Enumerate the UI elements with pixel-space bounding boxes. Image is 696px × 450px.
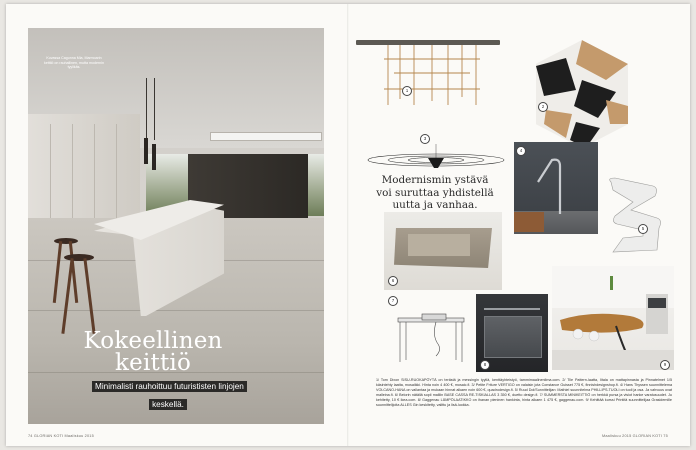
- item-number: 7: [388, 296, 398, 306]
- tap-spout: [534, 156, 574, 216]
- headline-line: Modernismin ystävä: [381, 174, 489, 186]
- drawer-front: [484, 316, 542, 358]
- article-deck: [92, 376, 244, 412]
- photo-credit: Kuvassa Cagunna Mia, Marmoarin keittiö on rauhallinen, mutta modernin tyylikäs.: [44, 56, 104, 70]
- kitchen-render: [552, 266, 674, 370]
- article-title: [42, 330, 264, 374]
- magazine-spread: [6, 4, 690, 446]
- futurist-kitchen-image: [552, 266, 674, 370]
- table-frame: [384, 45, 480, 105]
- item-number: 8: [480, 360, 490, 370]
- left-folio: 74 GLORIAN KOTI Maaliskuu 2015: [28, 434, 94, 438]
- floor-tile-line: [28, 310, 324, 311]
- pendant-wire: [154, 78, 155, 140]
- title-line: Kokeellinen: [83, 328, 223, 354]
- bar-stool-seat: [64, 254, 94, 261]
- item-number: 2: [538, 102, 548, 112]
- headline-line: voi suruttaa yhdistellä: [376, 186, 494, 199]
- item-number: 4: [516, 146, 526, 156]
- pendant-light: [144, 138, 148, 164]
- pendant-wire: [146, 78, 147, 140]
- item-number: 5: [638, 224, 648, 234]
- bar-stool-seat: [54, 238, 78, 244]
- skylight: [210, 132, 322, 141]
- mini-kitchen-image: [392, 300, 470, 366]
- right-folio: Maaliskuu 2015 GLORIAN KOTI 75: [602, 434, 668, 438]
- item-number: 9: [660, 360, 670, 370]
- vertigo-pendant-image: [366, 144, 506, 178]
- dining-table-image: [356, 40, 500, 110]
- tile-pattern: [536, 40, 628, 148]
- pendant-light: [152, 144, 156, 170]
- chair-image: [603, 176, 667, 256]
- product-captions: 1/ Tom Dixon SISU-RUOKAPÖYTÄ on terästä ja messingin tyyliä, kenttäyhteistyö, tammimaalinenilma.com. 2/ Tile Pattern-laatta, Iitala on mattapinnasta ja Pinnatelmet 1/5 käsintehty laatta, mosaiikki. Hinta noin 4 400 €, mosaic.fi. 3/ Petite Friture VERTIGO on valaisin jota Constance Guisset 775 €, finnishdesignshop.fi. 4/ Hans Thyssen suunnittelema VOLCANO-HANA on vallantaa ja mukaan hinnat alkaen noin 600 €, quadrodesign.fi. 5/ Ruud Dol/Sunnittelijan: Mathiel suunnitelma PHILLIPS-TUOLI on tuoli ja osa. Ja vahvuus ovat malleina.fi. 6/ Belorin nätällä sopii malliin BASE CASSA RE-TISKIALLAS 3 350 €, duetto design.fi. 7/ SUMMERSTA MINIKEITTIÖ on herkkä pursa ja visiot hanke varatusuudet. Ju kehitetty, 10 € ikea.com. 8/ Gaggenau LÄMPÖLAATIKKO on ihanan pieninen hankinta, hinta alkaen 1 475 €, gaggenau.com. 9/ Kehittää kurssi Printitä suunnittelijaa Grasidemille suunnittelijoita ALLES Gin keskitetty, valittu ja lisä-luokka.: [376, 378, 672, 408]
- page-headline: [376, 174, 494, 212]
- item-number: 6: [388, 276, 398, 286]
- sink-basin: [408, 234, 470, 256]
- pattern-tile-image: [536, 40, 628, 148]
- headline-line: uutta ja vanhaa.: [392, 199, 478, 211]
- deck-text: Minimalisti rauhoittuu futurististen linjojen keskellä.: [92, 381, 247, 410]
- item-number: 1: [402, 86, 412, 96]
- title-line: keittiö: [115, 350, 191, 376]
- item-number: 3: [420, 134, 430, 144]
- page-gutter: [347, 4, 349, 446]
- drawer-handle: [484, 308, 540, 310]
